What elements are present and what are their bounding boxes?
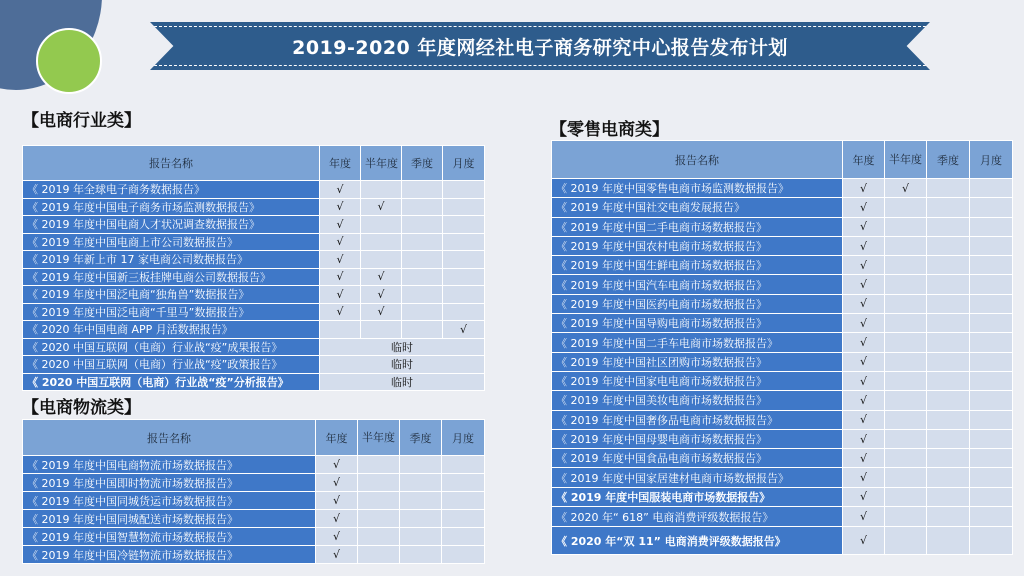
report-month-cell <box>970 468 1013 487</box>
report-name-cell: 《 2019 年度中国导购电商市场数据报告》 <box>552 314 843 333</box>
report-annual-cell: √ <box>316 474 358 492</box>
report-month-cell <box>970 217 1013 236</box>
table-row <box>23 233 485 251</box>
report-quarter-cell <box>402 286 443 304</box>
report-quarter-cell <box>927 275 970 294</box>
report-half-cell <box>885 275 927 294</box>
table-row <box>23 268 485 286</box>
report-quarter-cell <box>400 528 442 546</box>
report-temporary-cell: 临时 <box>320 373 485 391</box>
report-quarter-cell <box>927 468 970 487</box>
report-quarter-cell <box>927 527 970 555</box>
report-name-cell: 《 2019 年度中国家电电商市场数据报告》 <box>552 371 843 390</box>
report-quarter-cell <box>402 233 443 251</box>
report-annual-cell: √ <box>320 233 361 251</box>
report-month-cell <box>443 181 485 199</box>
column-header-month: 月度 <box>442 420 485 456</box>
report-quarter-cell <box>402 181 443 199</box>
report-name-cell: 《 2020 年“双 11” 电商消费评级数据报告》 <box>552 527 843 555</box>
report-half-cell <box>361 251 402 269</box>
report-half-cell <box>885 487 927 506</box>
table-row <box>23 474 485 492</box>
column-header-half: 半年度 <box>358 420 400 456</box>
table-row <box>23 528 485 546</box>
report-annual-cell: √ <box>316 546 358 564</box>
report-annual-cell: √ <box>843 527 885 555</box>
report-name-cell: 《 2019 年度中国同城配送市场数据报告》 <box>23 510 316 528</box>
report-quarter-cell <box>927 236 970 255</box>
report-annual-cell: √ <box>320 303 361 321</box>
table-row <box>23 321 485 339</box>
report-annual-cell <box>320 321 361 339</box>
report-name-cell: 《 2020 年“ 618” 电商消费评级数据报告》 <box>552 507 843 527</box>
report-name-cell: 《 2019 年新上市 17 家电商公司数据报告》 <box>23 251 320 269</box>
report-name-cell: 《 2019 年度中国泛电商“千里马”数据报告》 <box>23 303 320 321</box>
column-header-half: 半年度 <box>885 141 927 179</box>
report-name-cell: 《 2019 年度中国同城货运市场数据报告》 <box>23 492 316 510</box>
report-name-cell: 《 2020 年中国电商 APP 月活数据报告》 <box>23 321 320 339</box>
report-month-cell <box>443 268 485 286</box>
industry-report-table <box>22 145 485 391</box>
report-name-cell: 《 2020 中国互联网（电商）行业战“疫”成果报告》 <box>23 338 320 356</box>
report-quarter-cell <box>402 216 443 234</box>
report-annual-cell: √ <box>843 371 885 390</box>
table-row <box>552 275 1013 294</box>
report-month-cell <box>442 528 485 546</box>
report-month-cell <box>970 429 1013 448</box>
report-name-cell: 《 2019 年度中国电商人才状况调查数据报告》 <box>23 216 320 234</box>
report-half-cell <box>885 217 927 236</box>
table-row <box>23 181 485 199</box>
report-month-cell <box>970 333 1013 352</box>
report-half-cell: √ <box>361 286 402 304</box>
report-annual-cell: √ <box>320 251 361 269</box>
report-name-cell: 《 2019 年度中国电商物流市场数据报告》 <box>23 456 316 474</box>
column-header-quarter: 季度 <box>400 420 442 456</box>
report-name-cell: 《 2019 年度中国二手电商市场数据报告》 <box>552 217 843 236</box>
report-half-cell <box>885 256 927 275</box>
column-header-quarter: 季度 <box>927 141 970 179</box>
column-header-name: 报告名称 <box>552 141 843 179</box>
report-half-cell <box>885 333 927 352</box>
column-header-month: 月度 <box>443 146 485 181</box>
report-month-cell <box>442 456 485 474</box>
report-quarter-cell <box>927 314 970 333</box>
report-name-cell: 《 2020 中国互联网（电商）行业战“疫”政策报告》 <box>23 356 320 374</box>
table-row <box>552 198 1013 217</box>
report-month-cell <box>970 275 1013 294</box>
report-name-cell: 《 2019 年度中国家居建材电商市场数据报告》 <box>552 468 843 487</box>
report-month-cell <box>443 233 485 251</box>
report-annual-cell: √ <box>320 286 361 304</box>
report-month-cell <box>970 179 1013 198</box>
table-row <box>23 198 485 216</box>
table-row <box>552 314 1013 333</box>
report-quarter-cell <box>402 303 443 321</box>
report-half-cell <box>361 321 402 339</box>
report-quarter-cell <box>927 256 970 275</box>
report-annual-cell: √ <box>843 410 885 429</box>
report-quarter-cell <box>400 492 442 510</box>
report-annual-cell: √ <box>843 449 885 468</box>
report-month-cell <box>970 198 1013 217</box>
report-annual-cell: √ <box>843 179 885 198</box>
table-row <box>552 429 1013 448</box>
report-half-cell <box>885 371 927 390</box>
table-row <box>552 487 1013 506</box>
report-month-cell <box>970 487 1013 506</box>
report-quarter-cell <box>927 179 970 198</box>
report-half-cell <box>361 233 402 251</box>
column-header-annual: 年度 <box>320 146 361 181</box>
report-quarter-cell <box>927 198 970 217</box>
column-header-half: 半年度 <box>361 146 402 181</box>
report-annual-cell: √ <box>320 198 361 216</box>
report-half-cell <box>885 294 927 313</box>
report-annual-cell: √ <box>843 256 885 275</box>
report-half-cell <box>885 468 927 487</box>
page-title: 2019-2020 年度网经社电子商务研究中心报告发布计划 <box>292 36 788 59</box>
report-name-cell: 《 2019 年全球电子商务数据报告》 <box>23 181 320 199</box>
report-quarter-cell <box>927 371 970 390</box>
report-name-cell: 《 2019 年度中国二手车电商市场数据报告》 <box>552 333 843 352</box>
report-quarter-cell <box>402 268 443 286</box>
report-half-cell <box>885 314 927 333</box>
report-annual-cell: √ <box>843 217 885 236</box>
report-half-cell <box>885 429 927 448</box>
report-annual-cell: √ <box>843 275 885 294</box>
report-annual-cell: √ <box>316 528 358 546</box>
report-half-cell <box>358 492 400 510</box>
report-annual-cell: √ <box>843 352 885 371</box>
report-half-cell: √ <box>361 198 402 216</box>
table-row <box>23 216 485 234</box>
table-row <box>552 449 1013 468</box>
report-quarter-cell <box>927 391 970 410</box>
report-month-cell <box>970 507 1013 527</box>
report-quarter-cell <box>927 410 970 429</box>
report-month-cell <box>970 371 1013 390</box>
report-name-cell: 《 2019 年度中国母婴电商市场数据报告》 <box>552 429 843 448</box>
report-name-cell: 《 2019 年度中国服装电商市场数据报告》 <box>552 487 843 506</box>
report-half-cell <box>885 507 927 527</box>
report-month-cell <box>970 256 1013 275</box>
report-name-cell: 《 2019 年度中国奢侈品电商市场数据报告》 <box>552 410 843 429</box>
table-row <box>23 492 485 510</box>
section-title-logistics: 【电商物流类】 <box>22 398 141 418</box>
report-quarter-cell <box>402 251 443 269</box>
report-month-cell <box>443 286 485 304</box>
report-month-cell <box>442 492 485 510</box>
report-half-cell <box>885 410 927 429</box>
report-month-cell <box>970 410 1013 429</box>
report-half-cell: √ <box>361 303 402 321</box>
report-quarter-cell <box>402 321 443 339</box>
table-row <box>552 236 1013 255</box>
report-annual-cell: √ <box>320 181 361 199</box>
report-name-cell: 《 2019 年度中国社交电商发展报告》 <box>552 198 843 217</box>
column-header-month: 月度 <box>970 141 1013 179</box>
report-half-cell <box>358 456 400 474</box>
table-row <box>552 294 1013 313</box>
report-quarter-cell <box>400 510 442 528</box>
retail-report-table <box>551 140 1013 555</box>
report-annual-cell: √ <box>843 236 885 255</box>
report-name-cell: 《 2019 年度中国即时物流市场数据报告》 <box>23 474 316 492</box>
table-row <box>23 373 485 391</box>
report-month-cell <box>970 449 1013 468</box>
table-row <box>23 338 485 356</box>
table-row <box>552 527 1013 555</box>
report-name-cell: 《 2019 年度中国生鲜电商市场数据报告》 <box>552 256 843 275</box>
decorative-green-circle <box>36 28 102 94</box>
column-header-annual: 年度 <box>316 420 358 456</box>
report-name-cell: 《 2019 年度中国医药电商市场数据报告》 <box>552 294 843 313</box>
report-temporary-cell: 临时 <box>320 338 485 356</box>
column-header-annual: 年度 <box>843 141 885 179</box>
report-half-cell <box>885 352 927 371</box>
report-half-cell <box>885 198 927 217</box>
report-name-cell: 《 2019 年度中国新三板挂牌电商公司数据报告》 <box>23 268 320 286</box>
report-annual-cell: √ <box>316 456 358 474</box>
report-quarter-cell <box>927 429 970 448</box>
report-half-cell <box>358 510 400 528</box>
report-annual-cell: √ <box>316 510 358 528</box>
report-name-cell: 《 2019 年度中国电子商务市场监测数据报告》 <box>23 198 320 216</box>
section-title-industry: 【电商行业类】 <box>22 111 141 131</box>
report-quarter-cell <box>927 294 970 313</box>
report-name-cell: 《 2019 年度中国社区团购市场数据报告》 <box>552 352 843 371</box>
report-annual-cell: √ <box>843 294 885 313</box>
report-quarter-cell <box>927 352 970 371</box>
report-name-cell: 《 2019 年度中国汽车电商市场数据报告》 <box>552 275 843 294</box>
report-quarter-cell <box>400 456 442 474</box>
report-name-cell: 《 2019 年度中国智慧物流市场数据报告》 <box>23 528 316 546</box>
report-month-cell <box>970 294 1013 313</box>
report-annual-cell: √ <box>843 468 885 487</box>
report-name-cell: 《 2019 年度中国美妆电商市场数据报告》 <box>552 391 843 410</box>
report-temporary-cell: 临时 <box>320 356 485 374</box>
table-row <box>552 507 1013 527</box>
report-annual-cell: √ <box>843 507 885 527</box>
report-half-cell <box>885 527 927 555</box>
report-month-cell <box>442 510 485 528</box>
report-month-cell <box>443 216 485 234</box>
report-name-cell: 《 2020 中国互联网（电商）行业战“疫”分析报告》 <box>23 373 320 391</box>
report-half-cell <box>361 216 402 234</box>
report-name-cell: 《 2019 年度中国农村电商市场数据报告》 <box>552 236 843 255</box>
report-annual-cell: √ <box>316 492 358 510</box>
report-quarter-cell <box>927 217 970 236</box>
report-half-cell <box>358 528 400 546</box>
report-quarter-cell <box>400 474 442 492</box>
report-name-cell: 《 2019 年度中国电商上市公司数据报告》 <box>23 233 320 251</box>
table-row <box>552 391 1013 410</box>
report-month-cell <box>442 546 485 564</box>
report-quarter-cell <box>927 507 970 527</box>
report-annual-cell: √ <box>843 198 885 217</box>
report-month-cell <box>970 527 1013 555</box>
report-annual-cell: √ <box>843 429 885 448</box>
section-title-retail: 【零售电商类】 <box>550 120 669 140</box>
logistics-report-table <box>22 419 485 564</box>
report-month-cell <box>443 198 485 216</box>
table-row <box>23 456 485 474</box>
report-half-cell: √ <box>885 179 927 198</box>
table-row <box>552 256 1013 275</box>
report-half-cell <box>885 449 927 468</box>
table-row <box>552 468 1013 487</box>
table-row <box>23 286 485 304</box>
report-quarter-cell <box>927 449 970 468</box>
report-annual-cell: √ <box>320 268 361 286</box>
table-row <box>552 179 1013 198</box>
table-row <box>552 410 1013 429</box>
report-half-cell <box>361 181 402 199</box>
report-name-cell: 《 2019 年度中国零售电商市场监测数据报告》 <box>552 179 843 198</box>
report-month-cell <box>970 352 1013 371</box>
report-quarter-cell <box>400 546 442 564</box>
table-row <box>23 356 485 374</box>
table-row <box>552 217 1013 236</box>
report-half-cell: √ <box>361 268 402 286</box>
report-quarter-cell <box>927 487 970 506</box>
table-row <box>23 303 485 321</box>
report-name-cell: 《 2019 年度中国冷链物流市场数据报告》 <box>23 546 316 564</box>
report-name-cell: 《 2019 年度中国泛电商“独角兽”数据报告》 <box>23 286 320 304</box>
report-annual-cell: √ <box>843 487 885 506</box>
report-month-cell: √ <box>443 321 485 339</box>
table-row <box>23 546 485 564</box>
report-annual-cell: √ <box>843 314 885 333</box>
table-row <box>552 333 1013 352</box>
report-month-cell <box>442 474 485 492</box>
report-quarter-cell <box>402 198 443 216</box>
report-month-cell <box>970 314 1013 333</box>
table-row <box>552 352 1013 371</box>
column-header-name: 报告名称 <box>23 420 316 456</box>
report-annual-cell: √ <box>843 333 885 352</box>
report-month-cell <box>970 391 1013 410</box>
report-annual-cell: √ <box>320 216 361 234</box>
report-month-cell <box>443 251 485 269</box>
table-row <box>23 510 485 528</box>
report-half-cell <box>358 546 400 564</box>
report-annual-cell: √ <box>843 391 885 410</box>
report-half-cell <box>885 391 927 410</box>
table-row <box>23 251 485 269</box>
column-header-quarter: 季度 <box>402 146 443 181</box>
report-name-cell: 《 2019 年度中国食品电商市场数据报告》 <box>552 449 843 468</box>
report-quarter-cell <box>927 333 970 352</box>
report-half-cell <box>885 236 927 255</box>
report-month-cell <box>970 236 1013 255</box>
column-header-name: 报告名称 <box>23 146 320 181</box>
report-half-cell <box>358 474 400 492</box>
report-month-cell <box>443 303 485 321</box>
table-row <box>552 371 1013 390</box>
